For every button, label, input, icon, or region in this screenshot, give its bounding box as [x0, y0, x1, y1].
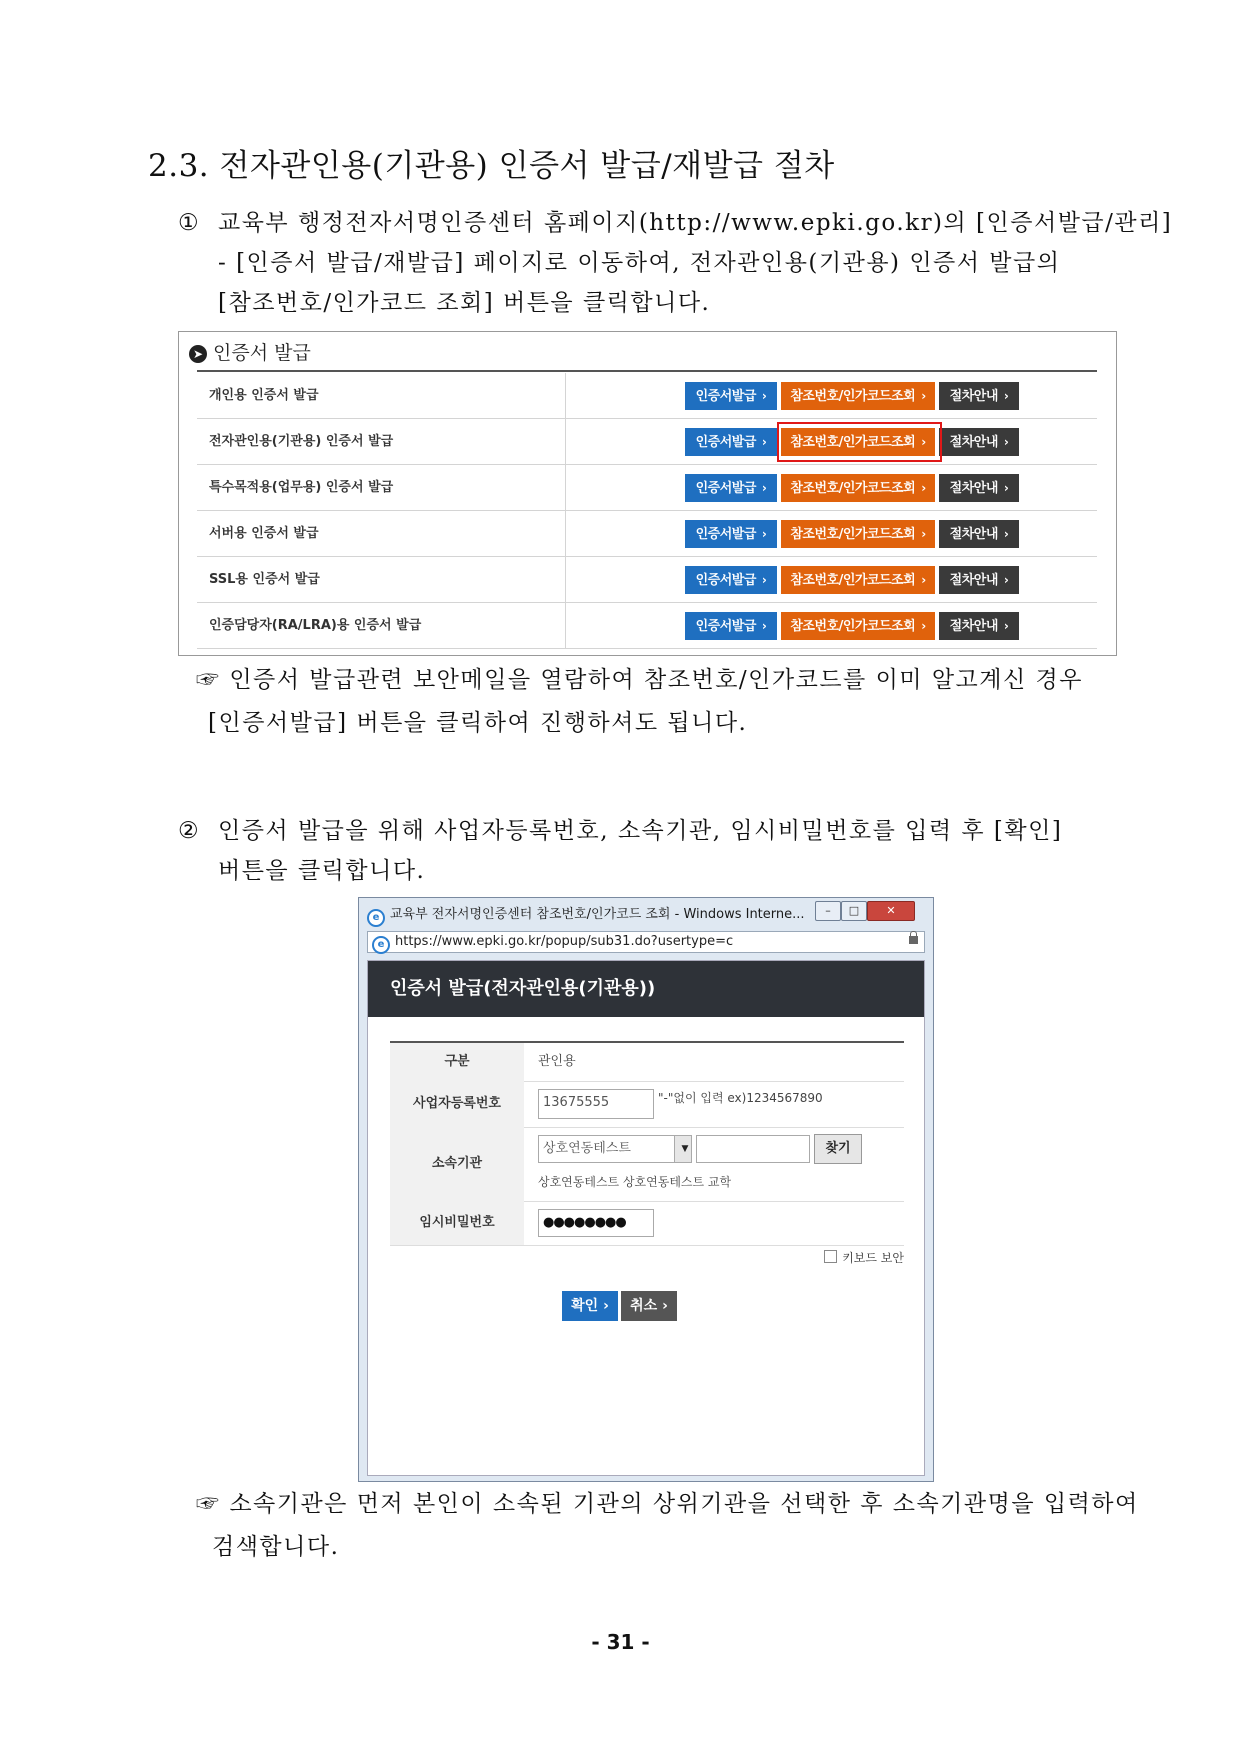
row-label: SSL용 인증서 발급: [209, 572, 320, 587]
step2-number: ②: [178, 818, 201, 844]
org-label: 소속기관: [390, 1127, 524, 1201]
page-number: - 31 -: [591, 1630, 650, 1654]
chevron-right-icon: ›: [921, 481, 926, 495]
popup-window: [358, 897, 934, 1482]
row-label: 인증담당자(RA/LRA)용 인증서 발급: [209, 618, 422, 633]
table-row: [197, 557, 1097, 603]
chevron-right-icon: ›: [761, 527, 767, 541]
type-label: 구분: [390, 1043, 524, 1081]
minimize-button[interactable]: –: [815, 901, 841, 921]
note1-line2: [인증서발급] 버튼을 클릭하여 진행하셔도 됩니다.: [208, 710, 748, 736]
chevron-right-icon: ›: [761, 573, 767, 587]
pointing-hand-icon: ☞: [196, 1491, 221, 1517]
guide-button[interactable]: 절차안내 ›: [939, 520, 1019, 548]
form-row: [390, 1127, 904, 1202]
type-value: 관인용: [538, 1054, 576, 1069]
lookup-button[interactable]: 참조번호/인가코드조회 ›: [781, 520, 935, 548]
row-label: 개인용 인증서 발급: [209, 388, 319, 403]
note2-line2: 검색합니다.: [212, 1534, 340, 1560]
guide-button[interactable]: 절차안내 ›: [939, 566, 1019, 594]
form-row: [390, 1043, 904, 1082]
chevron-right-icon: ›: [921, 527, 926, 541]
row-label: 특수목적용(업무용) 인증서 발급: [209, 480, 394, 495]
form-row: [390, 1201, 904, 1246]
checkbox[interactable]: [824, 1250, 837, 1263]
section-heading: 2.3. 전자관인용(기관용) 인증서 발급/재발급 절차: [148, 148, 835, 184]
lookup-button-highlighted[interactable]: 참조번호/인가코드조회 ›: [781, 428, 935, 456]
table-row: [197, 373, 1097, 419]
chevron-right-icon: ›: [1003, 481, 1009, 495]
step1-number: ①: [178, 210, 201, 236]
pw-input[interactable]: ●●●●●●●●: [538, 1209, 654, 1237]
browser-icon: e: [367, 909, 385, 927]
lookup-button[interactable]: 참조번호/인가코드조회 ›: [781, 474, 935, 502]
org-name-input[interactable]: [696, 1135, 810, 1163]
lookup-button[interactable]: 참조번호/인가코드조회 ›: [781, 566, 935, 594]
row-label: 전자관인용(기관용) 인증서 발급: [209, 434, 394, 449]
lookup-button[interactable]: 참조번호/인가코드조회 ›: [781, 612, 935, 640]
pointing-hand-icon: ☞: [196, 667, 221, 693]
chevron-right-icon: ›: [761, 481, 767, 495]
chevron-right-icon: ›: [761, 435, 767, 449]
popup-header: 인증서 발급(전자관인용(기관용)): [368, 961, 924, 1017]
issue-button[interactable]: 인증서발급 ›: [685, 612, 777, 640]
note2-line1: ☞ 소속기관은 먼저 본인이 소속된 기관의 상위기관을 선택한 후 소속기관명을 입력하여: [196, 1491, 1139, 1517]
chevron-right-icon: ›: [662, 1298, 668, 1314]
address-bar[interactable]: e https://www.epki.go.kr/popup/sub31.do?usertype=c: [367, 931, 925, 953]
keyboard-security-toggle[interactable]: 키보드 보안: [824, 1249, 904, 1266]
chevron-right-icon: ›: [761, 389, 767, 403]
table-row: [197, 603, 1097, 649]
chevron-right-icon: ›: [1003, 527, 1009, 541]
table-row: [197, 511, 1097, 557]
guide-button[interactable]: 절차안내 ›: [939, 612, 1019, 640]
dropdown-arrow-icon: ▼: [674, 1136, 691, 1162]
chevron-right-icon: ›: [1003, 619, 1009, 633]
close-button[interactable]: ✕: [867, 901, 915, 921]
pw-label: 임시비밀번호: [390, 1201, 524, 1245]
org-path: 상호연동테스트 상호연동테스트 교학: [538, 1175, 732, 1189]
maximize-button[interactable]: □: [841, 901, 867, 921]
highlight-box: [777, 422, 942, 462]
chevron-right-icon: ›: [921, 435, 926, 449]
guide-button[interactable]: 절차안내 ›: [939, 474, 1019, 502]
issue-button[interactable]: 인증서발급 ›: [685, 474, 777, 502]
divider: [197, 370, 1097, 372]
chevron-right-icon: ›: [921, 389, 926, 403]
step1-line2: - [인증서 발급/재발급] 페이지로 이동하여, 전자관인용(기관용) 인증서 발급의: [218, 250, 1061, 276]
bizno-label: 사업자등록번호: [390, 1081, 524, 1127]
lookup-button[interactable]: 참조번호/인가코드조회 ›: [781, 382, 935, 410]
row-label: 서버용 인증서 발급: [209, 526, 319, 541]
chevron-right-icon: ›: [761, 619, 767, 633]
chevron-right-icon: ›: [603, 1298, 609, 1314]
note1-line1: ☞ 인증서 발급관련 보안메일을 열람하여 참조번호/인가코드를 이미 알고계신 경우: [196, 667, 1083, 693]
step1-line3: [참조번호/인가코드 조회] 버튼을 클릭합니다.: [218, 290, 711, 316]
window-title: e 교육부 전자서명인증센터 참조번호/인가코드 조회 - Windows Interne...: [367, 903, 805, 927]
table-row: [197, 465, 1097, 511]
step2-line2: 버튼을 클릭합니다.: [218, 858, 426, 884]
guide-button[interactable]: 절차안내 ›: [939, 428, 1019, 456]
step2-line1: ② 인증서 발급을 위해 사업자등록번호, 소속기관, 임시비밀번호를 입력 후 [확인]: [178, 811, 1062, 851]
form-row: [390, 1081, 904, 1128]
guide-button[interactable]: 절차안내 ›: [939, 382, 1019, 410]
table-row: [197, 419, 1097, 465]
chevron-right-icon: ›: [1003, 389, 1009, 403]
issue-button[interactable]: 인증서발급 ›: [685, 382, 777, 410]
issue-form: [390, 1041, 904, 1230]
chevron-right-icon: ›: [1003, 435, 1009, 449]
chevron-right-icon: ›: [921, 619, 926, 633]
issue-button[interactable]: 인증서발급 ›: [685, 566, 777, 594]
chevron-right-icon: ›: [921, 573, 926, 587]
issue-button[interactable]: 인증서발급 ›: [685, 428, 777, 456]
step1-line1: ① 교육부 행정전자서명인증센터 홈페이지(http://www.epki.go.kr)의 [인증서발급/관리]: [178, 203, 1172, 243]
cancel-button[interactable]: 취소 ›: [621, 1291, 677, 1321]
bizno-hint: "-"없이 입력 ex)1234567890: [658, 1091, 823, 1105]
org-select[interactable]: 상호연동테스트 ▼: [538, 1135, 692, 1163]
chevron-right-icon: ›: [1003, 573, 1009, 587]
popup-content: [367, 960, 925, 1476]
confirm-button[interactable]: 확인 ›: [562, 1291, 618, 1321]
lock-icon: [909, 936, 918, 944]
issue-button[interactable]: 인증서발급 ›: [685, 520, 777, 548]
certificate-issue-figure: [178, 331, 1117, 656]
arrow-circle-icon: ➤: [189, 345, 207, 363]
bizno-input[interactable]: 13675555: [538, 1089, 654, 1119]
browser-icon: e: [372, 936, 390, 954]
figure1-title: ➤ 인증서 발급: [189, 338, 311, 365]
find-button[interactable]: 찾기: [814, 1134, 862, 1164]
